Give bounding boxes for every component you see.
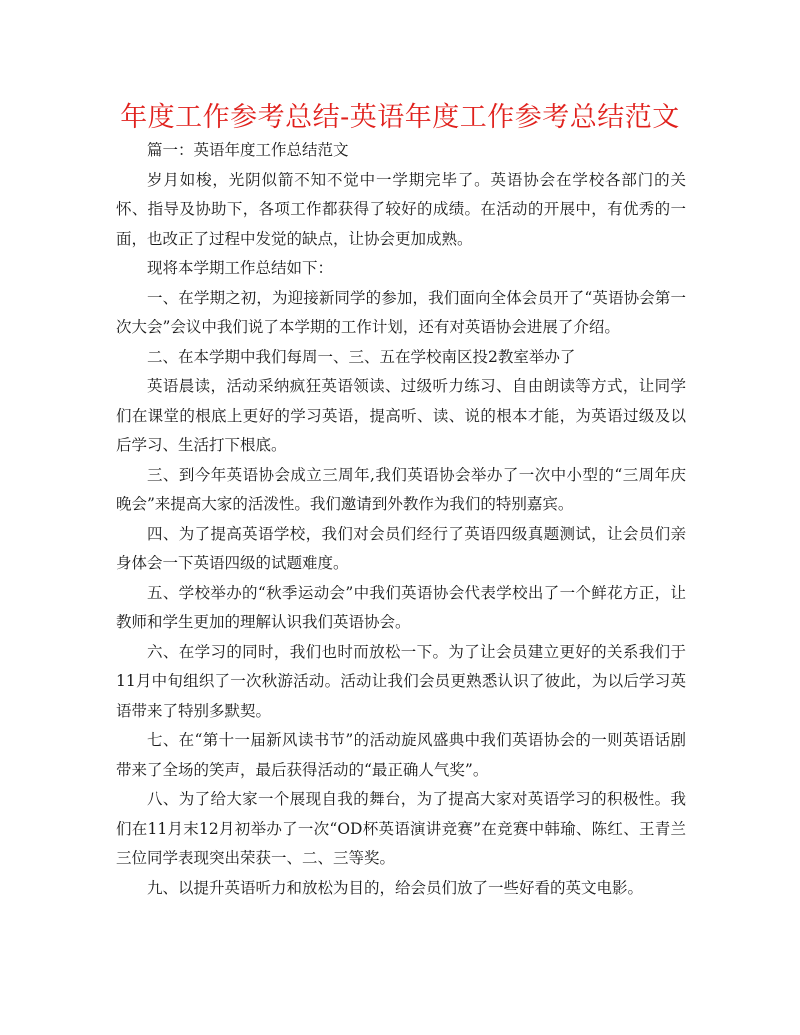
paragraph-item-6: 六、在学习的同时，我们也时而放松一下。为了让会员建立更好的关系我们于11月中旬组织了一次秋游活动。活动让我们会员更熟悉认识了彼此，为以后学习英语带来了特别多默契。 — [116, 642, 686, 720]
section-heading: 篇一：英语年度工作总结范文 — [147, 141, 349, 159]
paragraph-item-9: 九、以提升英语听力和放松为目的，给会员们放了一些好看的英文电影。 — [147, 878, 644, 897]
paragraph-item-5: 五、学校举办的“秋季运动会”中我们英语协会代表学校出了一个鲜花方正，让教师和学生更加的理解认识我们英语协会。 — [116, 583, 686, 631]
paragraph-item-8: 八、为了给大家一个展现自我的舞台，为了提高大家对英语学习的积极性。我们在11月末12月初举办了一次“OD杯英语演讲竞赛”在竞赛中韩瑜、陈红、王青兰三位同学表现突出荣获一、二、三等奖。 — [116, 790, 686, 867]
paragraph-item-4: 四、为了提高英语学校，我们对会员们经行了英语四级真题测试，让会员们亲身体会一下英语四级的试题难度。 — [116, 524, 686, 572]
paragraph-item-3: 三、到今年英语协会成立三周年,我们英语协会举办了一次中小型的“三周年庆晚会”来提高大家的活泼性。我们邀请到外教作为我们的特别嘉宾。 — [116, 465, 686, 513]
paragraph-intro: 岁月如梭，光阴似箭不知不觉中一学期完毕了。英语协会在学校各部门的关怀、指导及协助下，各项工作都获得了较好的成绩。在活动的开展中，有优秀的一面，也改正了过程中发觉的缺点，让协会更加成熟。 — [116, 170, 686, 248]
paragraph-item-1: 一、在学期之初，为迎接新同学的参加，我们面向全体会员开了“英语协会第一次大会”会议中我们说了本学期的工作计划，还有对英语协会进展了介绍。 — [116, 288, 686, 336]
paragraph-summary-lead: 现将本学期工作总结如下： — [147, 259, 334, 277]
paragraph-item-2-detail: 英语晨读，活动采纳疯狂英语领读、过级听力练习、自由朗读等方式，让同学们在课堂的根底上更好的学习英语，提高听、读、说的根本才能，为英语过级及以后学习、生活打下根底。 — [116, 377, 686, 454]
document-title: 年度工作参考总结-英语年度工作参考总结范文 — [120, 102, 680, 133]
paragraph-item-2: 二、在本学期中我们每周一、三、五在学校南区投2教室举办了 — [147, 347, 576, 366]
document-body — [116, 136, 686, 903]
paragraph-item-7: 七、在“第十一届新风读书节”的活动旋风盛典中我们英语协会的一则英语话剧带来了全场的笑声，最后获得活动的“最正确人气奖”。 — [116, 731, 686, 779]
